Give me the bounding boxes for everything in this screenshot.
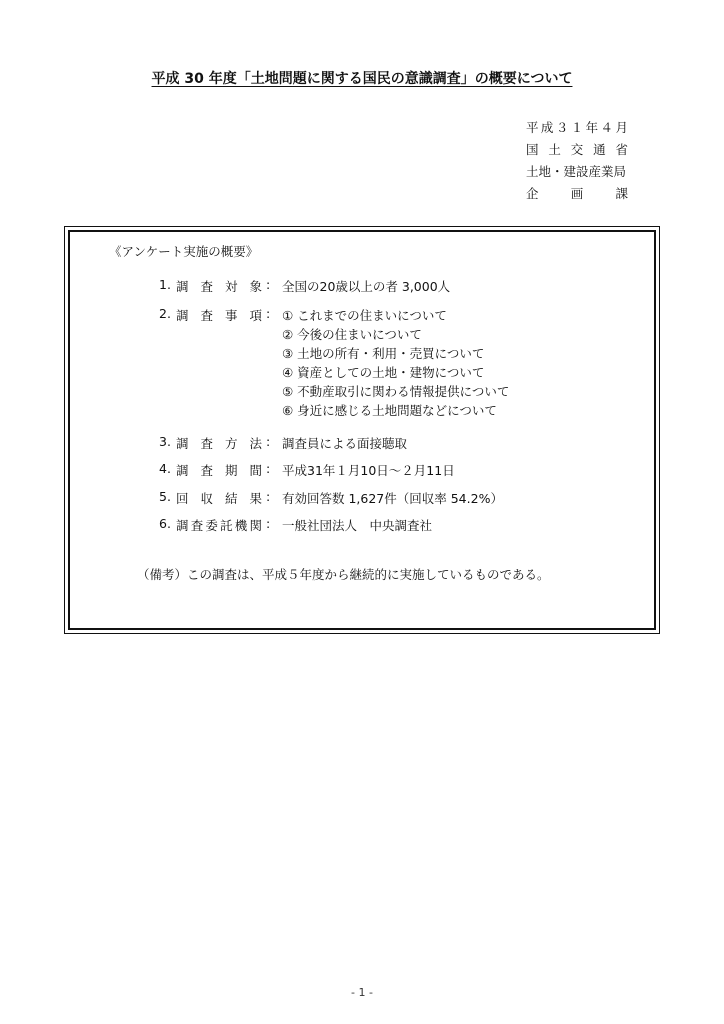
item-label: 調 査 期 間 — [176, 463, 262, 478]
item-colon: : — [266, 306, 271, 321]
item-number: 1. — [159, 277, 171, 292]
item-value: 一般社団法人 中央調査社 — [282, 518, 433, 533]
topic-list-item: ① これまでの住まいについて — [282, 308, 447, 323]
item-colon: : — [266, 434, 271, 449]
item-value: 調査員による面接聴取 — [282, 436, 408, 451]
item-colon: : — [266, 516, 271, 531]
page-number: - 1 - — [351, 986, 373, 999]
survey-heading: 《アンケート実施の概要》 — [109, 244, 259, 259]
topic-list-item: ⑤ 不動産取引に関わる情報提供について — [282, 384, 510, 399]
topic-list-item: ② 今後の住まいについて — [282, 327, 422, 342]
topic-list-item: ④ 資産としての土地・建物について — [282, 365, 485, 380]
topic-list-item: ③ 土地の所有・利用・売買について — [282, 346, 485, 361]
item-number: 6. — [159, 516, 171, 531]
item-value: 全国の20歳以上の者 3,000人 — [282, 279, 451, 294]
item-number: 5. — [159, 489, 171, 504]
item-label: 回 収 結 果 — [176, 491, 262, 506]
item-label: 調 査 事 項 — [176, 308, 262, 323]
topic-list-item: ⑥ 身近に感じる土地問題などについて — [282, 403, 497, 418]
item-number: 2. — [159, 306, 171, 321]
issuer-block — [526, 117, 628, 205]
issuer-ministry: 国 土 交 通 省 — [526, 142, 628, 157]
item-value: 有効回答数 1,627件（回収率 54.2%） — [282, 491, 503, 506]
issuer-division: 企 画 課 — [526, 186, 628, 201]
issuer-bureau: 土地・建設産業局 — [526, 164, 627, 179]
item-colon: : — [266, 277, 271, 292]
item-number: 4. — [159, 461, 171, 476]
item-colon: : — [266, 489, 271, 504]
item-colon: : — [266, 461, 271, 476]
document-title: 平成 30 年度「土地問題に関する国民の意識調査」の概要について — [151, 71, 573, 87]
item-number: 3. — [159, 434, 171, 449]
item-value: 平成31年１月10日～２月11日 — [282, 463, 455, 478]
item-label: 調 査 委 託 機 関 — [176, 518, 262, 533]
item-label: 調 査 対 象 — [176, 279, 262, 294]
issue-date: 平 成 ３ １ 年 ４ 月 — [526, 120, 628, 135]
item-label: 調 査 方 法 — [176, 436, 262, 451]
survey-footnote: （備考）この調査は、平成５年度から継続的に実施しているものである。 — [137, 567, 550, 582]
